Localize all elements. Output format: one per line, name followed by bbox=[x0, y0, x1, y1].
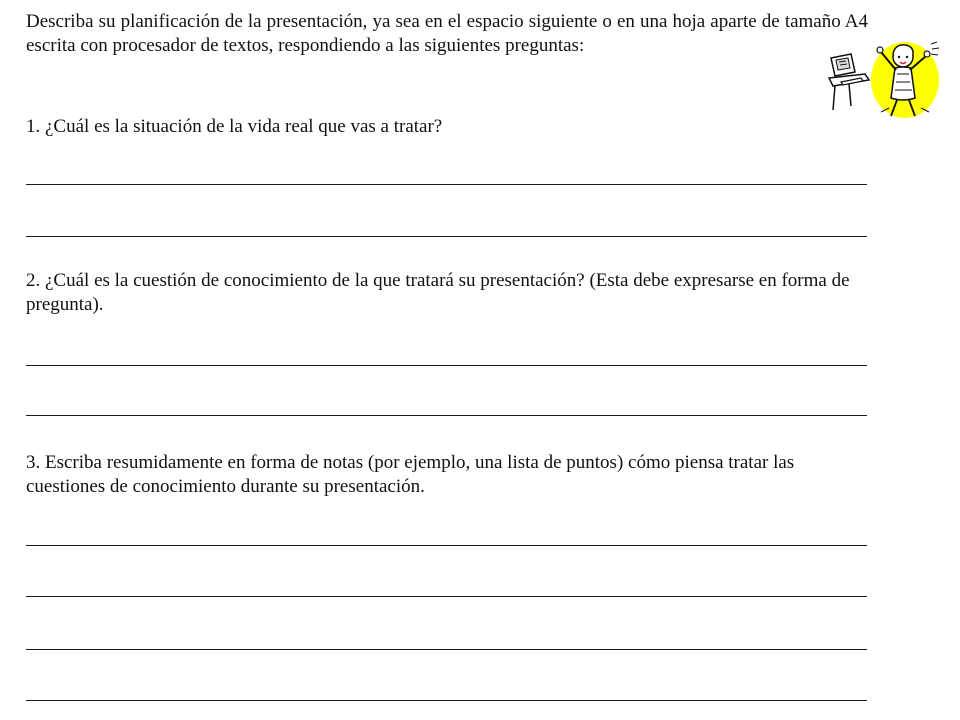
answer-line[interactable] bbox=[26, 236, 867, 237]
answer-line[interactable] bbox=[26, 365, 867, 366]
question-2: 2. ¿Cuál es la cuestión de conocimiento de la que tratará su presentación? (Esta debe expresarse en forma de pregunta). bbox=[26, 270, 850, 315]
answer-line[interactable] bbox=[26, 649, 867, 650]
answer-line[interactable] bbox=[26, 545, 867, 546]
question-3: 3. Escriba resumidamente en forma de notas (por ejemplo, una lista de puntos) cómo piensa tratar las cuestiones de conocimiento durante su presentación. bbox=[26, 452, 795, 497]
answer-line[interactable] bbox=[26, 700, 867, 701]
instructions-paragraph: Describa su planificación de la presentación, ya sea en el espacio siguiente o en una hoja aparte de tamaño A4 escrita con procesador de textos, respondiendo a las siguientes preguntas: bbox=[26, 11, 868, 56]
answer-line[interactable] bbox=[26, 415, 867, 416]
question-1: 1. ¿Cuál es la situación de la vida real que vas a tratar? bbox=[26, 116, 443, 137]
woman-at-computer-icon bbox=[815, 40, 940, 120]
answer-line[interactable] bbox=[26, 184, 867, 185]
answer-line[interactable] bbox=[26, 596, 867, 597]
